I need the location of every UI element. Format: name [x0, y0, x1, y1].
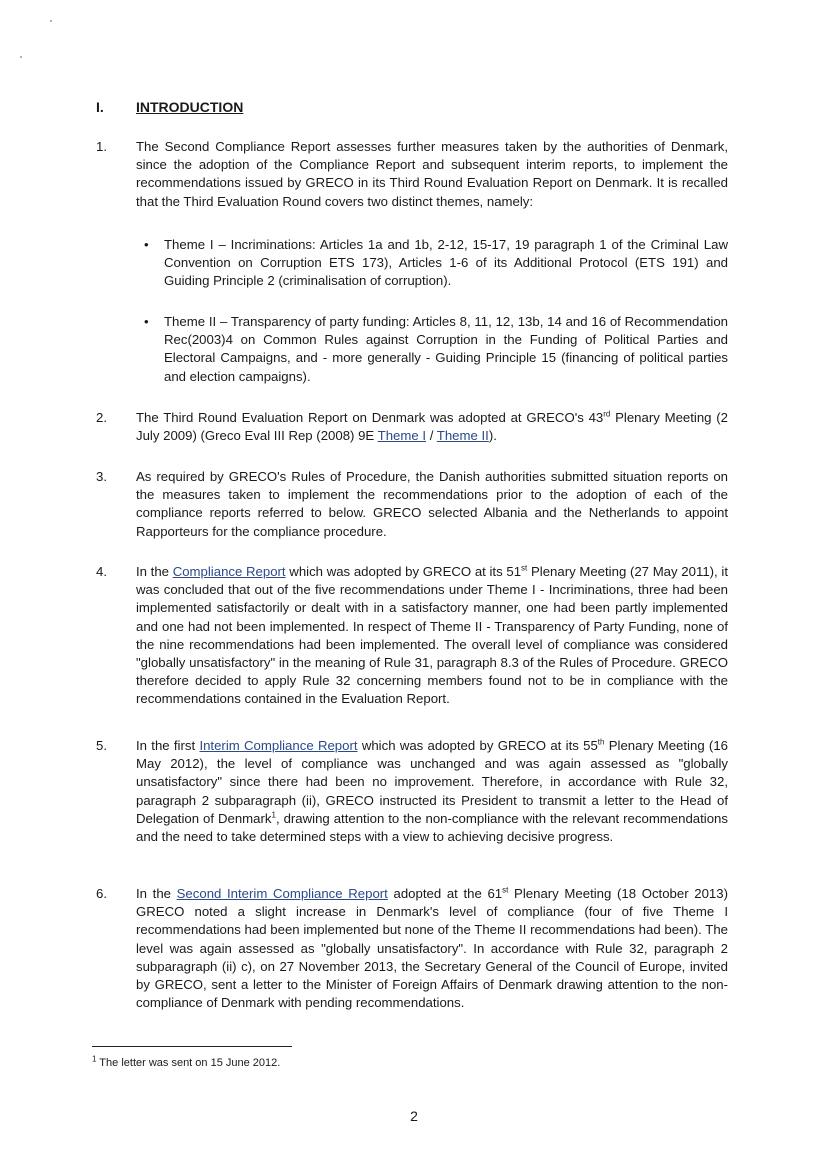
section-number: I.: [96, 99, 104, 115]
text-run: which was adopted by GRECO at its 51: [285, 564, 522, 579]
bullet-text: Theme I – Incriminations: Articles 1a and 1b, 2-12, 15-17, 19 paragraph 1 of the Criminal Law Convention on Corruption ETS 173), Articles 1-6 of its Additional Protocol (ETS 191) and Guiding Principle 2 (criminalisation of corruption).: [164, 237, 728, 289]
paragraph-1: [96, 138, 728, 211]
paragraph-4: [96, 563, 728, 709]
paragraph-5: [96, 737, 728, 846]
text-run: In the first: [136, 738, 200, 753]
second-interim-compliance-report-link[interactable]: Second Interim Compliance Report: [176, 886, 388, 901]
footnote-reference[interactable]: 1: [271, 810, 276, 820]
paragraph-6: [96, 885, 728, 1012]
bullet-theme-2: [136, 313, 728, 386]
section-title: INTRODUCTION: [136, 99, 244, 115]
theme-2-link[interactable]: Theme II: [436, 428, 489, 444]
bullet-marker: •: [144, 314, 149, 329]
paragraph-text: The Second Compliance Report assesses further measures taken by the authorities of Denmark, since the adoption of the Compliance Report and subsequent interim reports, to implement the recommendations issued by GRECO in its Third Round Evaluation Report on Denmark. It is recalled that the Third Evaluation Round covers two distinct themes, namely:: [136, 139, 728, 209]
paragraph-number: 5.: [96, 738, 107, 753]
text-run: adopted at the 61: [387, 886, 503, 901]
paragraph-2: [96, 409, 728, 445]
ordinal-superscript: rd: [603, 409, 611, 419]
ordinal-superscript: th: [597, 737, 605, 747]
bullet-marker: •: [144, 237, 149, 252]
paragraph-text: [136, 737, 728, 846]
footnote: [92, 1056, 280, 1070]
paragraph-number: 1.: [96, 139, 107, 154]
theme-1-link[interactable]: Theme I: [377, 428, 427, 444]
paragraph-number: 3.: [96, 469, 107, 484]
ordinal-superscript: st: [521, 563, 528, 573]
text-run: In the: [136, 886, 177, 901]
paragraph-number: 4.: [96, 564, 107, 579]
footnote-text: The letter was sent on 15 June 2012.: [96, 1057, 281, 1069]
footnote-marker: 1: [92, 1054, 97, 1064]
interim-compliance-report-link[interactable]: Interim Compliance Report: [199, 738, 358, 753]
paragraph-number: 2.: [96, 410, 107, 425]
bullet-theme-1: [136, 236, 728, 291]
text-run: Plenary Meeting (2 July 2009) (Greco Eval III Rep (2008) 9E: [136, 410, 728, 444]
footnote-divider: [92, 1046, 292, 1047]
section-heading: [96, 98, 243, 116]
text-run: which was adopted by GRECO at its 55: [357, 738, 598, 753]
text-run: ).: [488, 428, 497, 444]
paragraph-text: As required by GRECO's Rules of Procedure, the Danish authorities submitted situation reports on the measures taken to implement the recommendations prior to the adoption of each of the compliance reports referred to below. GRECO selected Albania and the Netherlands to appoint Rapporteurs for the compliance procedure.: [136, 469, 728, 539]
text-run: Plenary Meeting (18 October 2013) GRECO noted a slight increase in Denmark's level of compliance (four of five Theme I recommendations had been implemented but none of the Theme II recommendations had been). The level was again assessed as "globally unsatisfactory". In accordance with Rule 32, paragraph 2 subparagraph (ii) c), on 27 November 2013, the Secretary General of the Council of Europe, invited by GRECO, sent a letter to the Minister of Foreign Affairs of Denmark drawing attention to the non-compliance of Denmark with pending recommendations.: [136, 886, 728, 1011]
scan-speck: [20, 56, 22, 58]
text-run: /: [426, 428, 437, 444]
text-run: The Third Round Evaluation Report on Denmark was adopted at GRECO's 43: [136, 410, 604, 425]
compliance-report-link[interactable]: Compliance Report: [172, 564, 286, 579]
paragraph-3: [96, 468, 728, 541]
paragraph-text: [136, 563, 728, 709]
text-run: In the: [136, 564, 173, 579]
text-run: Plenary Meeting (16 May 2012), the level of compliance was unchanged and was again assessed as "globally unsatisfactory" since there had been no improvement. Therefore, in accordance with Rule 32, paragraph 2 subparagraph (ii), GRECO instructed its President to transmit a letter to the Head of Delegation of Denmark: [136, 738, 728, 826]
text-run: Plenary Meeting (27 May 2011), it was concluded that out of the five recommendations under Theme I - Incriminations, three had been implemented satisfactorily or dealt with in a satisfactory manner, one had been partly implemented and one had not been implemented. In respect of Theme II - Transparency of Party Funding, none of the nine recommendations had been implemented. The overall level of compliance was considered "globally unsatisfactory" in the meaning of Rule 31, paragraph 8.3 of the Rules of Procedure. GRECO therefore decided to apply Rule 32 concerning members found not to be in compliance with the recommendations contained in the Evaluation Report.: [136, 564, 728, 707]
ordinal-superscript: st: [502, 885, 509, 895]
scan-speck: [50, 20, 52, 22]
paragraph-text: [136, 885, 728, 1012]
paragraph-number: 6.: [96, 886, 107, 901]
bullet-text: Theme II – Transparency of party funding: Articles 8, 11, 12, 13b, 14 and 16 of Recommendation Rec(2003)4 on Common Rules against Corruption in the Funding of Political Parties and Electoral Campaigns, and - more generally - Guiding Principle 15 (financing of political parties and election campaigns).: [164, 314, 728, 384]
paragraph-text: [136, 409, 728, 445]
page-number: 2: [410, 1108, 418, 1124]
text-run: , drawing attention to the non-compliance with the relevant recommendations and the need to take determined steps with a view to achieving decisive progress.: [136, 810, 728, 845]
